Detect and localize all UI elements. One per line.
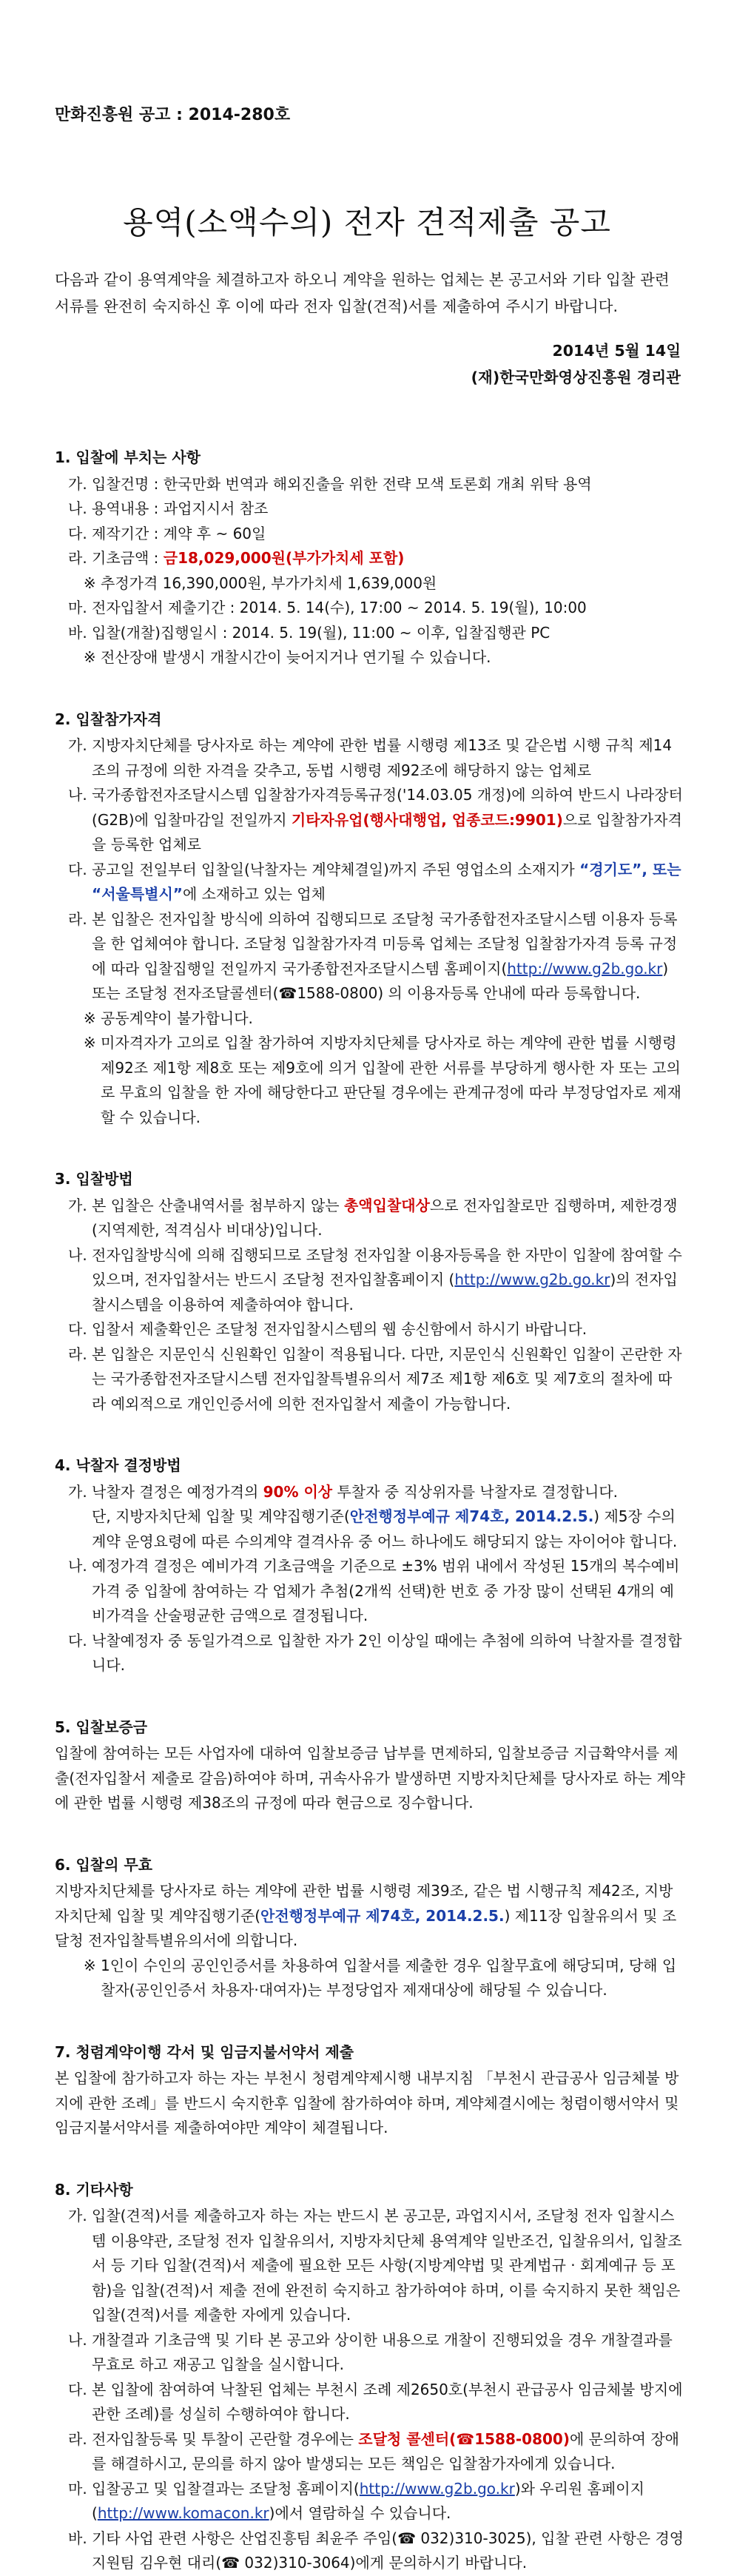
section-4 xyxy=(55,1453,685,1678)
section-5-text: 입찰에 참여하는 모든 사업자에 대하여 입찰보증금 납부를 면제하되, 입찰보증금 지급확약서를 제출(전자입찰서 제출로 갈음)하여야 하며, 귀속사유가 발생하면 지방자치단체를 당사자로 하는 계약에 관한 법률 시행령 제38조의 규정에 따라 현금으로 징수합니다. xyxy=(55,1744,685,1812)
note-text: 미자격자가 고의로 입찰 참가하여 지방자치단체를 당사자로 하는 계약에 관한 법률 시행령 제92조 제1항 제8호 또는 제9호에 의거 입찰에 관한 서류를 부당하게 행사한 자 또는 고의로 무효의 입찰을 한 자에 해당한다고 판단될 경우에는 관계규정에 따라 부정당업자로 제재할 수 있습니다. xyxy=(101,1034,681,1126)
s8-item-d xyxy=(55,2427,685,2477)
section-6-title: 6. 입찰의 무효 xyxy=(55,1855,153,1874)
s4-item-b xyxy=(55,1554,685,1629)
item-text: 입찰서 제출확인은 조달청 전자입찰시스템의 웹 송신함에서 하시기 바랍니다. xyxy=(92,1320,587,1338)
item-text: 개찰결과 기초금액 및 기타 본 공고와 상이한 내용으로 개찰이 진행되었을 경우 개찰결과를 무효로 하고 재공고 입찰을 실시합니다. xyxy=(92,2330,673,2373)
item-text: 본 입찰은 지문인식 신원확인 입찰이 적용됩니다. 다만, 지문인식 신원확인 입찰이 곤란한 자는 국가종합전자조달시스템 전자입찰특별유의서 제7조 제1항 제6호 및 제7호의 절차에 따라 예외적으로 개인인증서에 의한 전자입찰서 제출이 가능합니다. xyxy=(92,1345,682,1413)
section-2-title: 2. 입찰참가자격 xyxy=(55,710,162,728)
item-label: 라. xyxy=(68,549,92,567)
item-text: 본 입찰은 산출내역서를 첨부하지 않는 xyxy=(92,1196,344,1214)
notice-body xyxy=(55,445,685,2576)
item-text: 입찰건명 : 한국만화 번역과 해외진출을 위한 전략 모색 토론회 개최 위탁 용역 xyxy=(92,474,592,493)
item-label: 마. xyxy=(68,599,92,616)
s3-item-b xyxy=(55,1243,685,1318)
item-text: )와 우리원 홈페이지( xyxy=(92,2479,644,2522)
item-text: 기타 사업 관련 사항은 산업진흥팀 최윤주 주임(☎ 032)310-3025), 입찰 관련 사항은 경영지원팀 김우현 대리(☎ 032)310-3064)에게 문의하시기 바랍니다. xyxy=(92,2529,684,2572)
g2b-link[interactable]: http://www.g2b.go.kr xyxy=(507,959,663,978)
s1-item-c xyxy=(55,522,685,547)
business-category: 기타자유업(행사대행업, 업종코드:9901) xyxy=(291,810,563,829)
item-text: 지방자치단체를 당사자로 하는 계약에 관한 법률 시행령 제13조 및 같은법 시행 규칙 제14조의 규정에 의한 자격을 갖추고, 동법 시행령 제92조에 해당하지 않는 업체로 xyxy=(92,736,673,779)
page-title: 용역(소액수의) 전자 견적제출 공고 xyxy=(123,204,611,241)
bid-type: 총액입찰대상 xyxy=(343,1196,430,1214)
item-label: 나. xyxy=(68,1557,92,1575)
item-label: 다. xyxy=(68,1631,92,1649)
item-text: 용역내용 : 과업지시서 참조 xyxy=(92,500,269,517)
item-text: 전자입찰서 제출기간 : 2014. 5. 14(수), 17:00 ~ 2014. 5. 19(월), 10:00 xyxy=(92,599,587,616)
item-text: ) 또는 조달청 전자조달콜센터(☎1588-0800) 의 이용자등록 안내에 따라 등록합니다. xyxy=(92,959,669,1002)
s6-note-1 xyxy=(55,1954,685,2003)
issue-block xyxy=(471,337,681,391)
note-text: 공동계약이 불가합니다. xyxy=(101,1009,253,1027)
item-text: 지방자치단체를 당사자로 하는 계약에 관한 법률 시행령 제39조, 같은 법 시행규칙 제42조, 지방자치단체 입찰 및 계약집행기준( xyxy=(55,1882,673,1925)
section-6-text xyxy=(55,1879,685,1954)
item-text: 공고일 전일부터 입찰일(낙찰자는 계약체결일)까지 주된 영업소의 소재지가 xyxy=(92,860,580,878)
s1-item-e xyxy=(55,596,685,621)
section-2 xyxy=(55,707,685,1131)
note-mark: ※ xyxy=(83,574,101,592)
section-7-title: 7. 청렴계약이행 각서 및 임금지불서약서 제출 xyxy=(55,2042,354,2061)
item-text: ) 제11장 입찰유의서 및 조달청 전자입찰특별유의서에 의합니다. xyxy=(55,1906,677,1949)
threshold-percent: 90% 이상 xyxy=(263,1482,333,1501)
item-text: 입찰(견적)서를 제출하고자 하는 자는 반드시 본 공고문, 과업지시서, 조달청 전자 입찰시스템 이용약관, 조달청 전자 입찰유의서, 지방자치단체 용역계약 일반조건, 입찰유의서, 입찰조서 등 기타 입찰(견적)서 제출에 필요한 모든 사항(지방계약법 및 관계법규 · 회계예규 등 포함)을 입찰(견적)서 제출 전에 완전히 숙지하고 참가하여야 하며, 이를 숙지하지 못한 책임은 입찰(견적)서를 제출한 자에게 있습니다. xyxy=(92,2207,682,2324)
issuer-name: (재)한국만화영상진흥원 경리관 xyxy=(471,369,681,386)
item-label: 가. xyxy=(68,1482,92,1501)
item-text: 입찰공고 및 입찰결과는 조달청 홈페이지( xyxy=(92,2479,360,2498)
note-mark: ※ xyxy=(83,648,101,666)
item-text: 본 입찰에 참여하여 낙찰된 업체는 부천시 조례 제2650호(부천시 관급공사 임금체불 방지에 관한 조례)를 성실히 수행하여야 합니다. xyxy=(92,2380,683,2423)
item-text: 투찰자 중 직상위자를 낙찰자로 결정합니다. xyxy=(332,1482,619,1501)
section-7 xyxy=(55,2040,685,2141)
regulation-ref: 안전행정부예규 제74호, 2014.2.5. xyxy=(260,1906,505,1925)
note-mark: ※ xyxy=(83,1009,101,1027)
item-label: 가. xyxy=(68,1196,92,1214)
s4-item-c xyxy=(55,1629,685,1678)
item-text: 에 소재하고 있는 업체 xyxy=(182,885,326,903)
g2b-link[interactable]: http://www.g2b.go.kr xyxy=(454,1271,610,1288)
item-text: 국가종합전자조달시스템 입찰참가자격등록규정('14.03.05 개정)에 의하여 반드시 나라장터(G2B)에 입찰마감일 전일까지 xyxy=(92,786,683,829)
item-text: 제작기간 : 계약 후 ~ 60일 xyxy=(92,524,266,542)
note-text: 1인이 수인의 공인인증서를 차용하여 입찰서를 제출한 경우 입찰무효에 해당되며, 당해 입찰자(공인인증서 차용자·대여자)는 부정당업자 제재대상에 해당될 수 있습니다. xyxy=(101,1956,677,1999)
intro-paragraph: 다음과 같이 용역계약을 체결하고자 하오니 계약을 원하는 업체는 본 공고서와 기타 입찰 관련서류를 완전히 숙지하신 후 이에 따라 전자 입찰(견적)서를 제출하여 주시기 바랍니다. xyxy=(55,271,670,315)
item-text: 에 문의하여 장애를 해결하시고, 문의를 하지 않아 발생되는 모든 책임은 입찰참가자에게 있습니다. xyxy=(92,2429,679,2472)
s2-item-a xyxy=(55,733,685,783)
item-label: 가. xyxy=(68,736,92,754)
callcenter-contact: 조달청 콜센터(☎1588-0800) xyxy=(358,2429,570,2448)
s8-item-c xyxy=(55,2378,685,2427)
item-text: 낙찰자 결정은 예정가격의 xyxy=(92,1482,263,1501)
item-label: 다. xyxy=(68,860,92,878)
s1-item-a xyxy=(55,472,685,497)
g2b-link[interactable]: http://www.g2b.go.kr xyxy=(359,2479,515,2498)
note-mark: ※ xyxy=(83,1956,101,1974)
item-label: 다. xyxy=(68,524,92,542)
item-label: 라. xyxy=(68,2429,92,2448)
s1-item-f xyxy=(55,621,685,646)
item-label: 나. xyxy=(68,786,92,804)
section-7-text: 본 입찰에 참가하고자 하는 자는 부천시 청렴계약제시행 내부지침 「부천시 관급공사 임금체불 방지에 관한 조례」를 반드시 숙지한후 입찰에 참가하여야 하며, 계약체결시에는 청렴이행서약서 및 임금지불서약서를 제출하여야만 계약이 체결됩니다. xyxy=(55,2069,679,2136)
item-label: 다. xyxy=(68,2380,92,2398)
item-text: 전자입찰방식에 의해 집행되므로 조달청 전자입찰 이용자등록을 한 자만이 입찰에 참여할 수 있으며, 전자입찰서는 반드시 조달청 전자입찰홈페이지 ( xyxy=(92,1245,682,1288)
item-label: 다. xyxy=(68,1320,92,1338)
item-text: ) 제5장 수의계약 운영요령에 따른 수의계약 결격사유 중 어느 하나에도 해당되지 않는 자이어야 합니다. xyxy=(92,1507,678,1550)
section-1-title: 1. 입찰에 부치는 사항 xyxy=(55,448,201,466)
item-text: 기초금액 : xyxy=(92,549,164,567)
s1-item-d xyxy=(55,546,685,571)
regulation-ref: 안전행정부예규 제74호, 2014.2.5. xyxy=(349,1507,594,1525)
section-4-title: 4. 낙찰자 결정방법 xyxy=(55,1456,181,1474)
issue-date: 2014년 5월 14일 xyxy=(552,342,681,360)
item-label: 나. xyxy=(68,2330,92,2349)
item-label: 가. xyxy=(68,474,92,493)
section-1 xyxy=(55,445,685,670)
section-8 xyxy=(55,2178,685,2576)
item-text: 으로 전자입찰로만 집행하며, 제한경쟁(지역제한, 적격심사 비대상)입니다. xyxy=(92,1196,678,1239)
s2-item-d xyxy=(55,907,685,1006)
item-text: 입찰(개찰)집행일시 : 2014. 5. 19(월), 11:00 ~ 이후, 입찰집행관 PC xyxy=(92,623,550,642)
s2-item-b xyxy=(55,783,685,858)
s8-item-e xyxy=(55,2477,685,2526)
item-label: 마. xyxy=(68,2479,92,2498)
item-text: 낙찰예정자 중 동일가격으로 입찰한 자가 2인 이상일 때에는 추첨에 의하여 낙찰자를 결정합니다. xyxy=(92,1631,682,1674)
item-label: 바. xyxy=(68,2529,92,2547)
section-5-title: 5. 입찰보증금 xyxy=(55,1718,148,1736)
s8-item-f xyxy=(55,2526,685,2576)
item-text: )의 전자입찰시스템을 이용하여 제출하여야 합니다. xyxy=(92,1271,678,1314)
section-5 xyxy=(55,1715,685,1816)
section-3-title: 3. 입찰방법 xyxy=(55,1170,133,1188)
note-text: 전산장애 발생시 개찰시간이 늦어지거나 연기될 수 있습니다. xyxy=(101,648,491,666)
item-label: 가. xyxy=(68,2207,92,2224)
s2-item-c xyxy=(55,858,685,907)
item-label: 나. xyxy=(68,1245,92,1264)
s3-item-a xyxy=(55,1194,685,1243)
item-label: 나. xyxy=(68,500,92,517)
s2-note-2 xyxy=(55,1031,685,1130)
item-text: 예정가격 결정은 예비가격 기초금액을 기준으로 ±3% 범위 내에서 작성된 15개의 복수예비가격 중 입찰에 참여하는 각 업체가 추첨(2개씩 선택)한 번호 중 가장 많이 선택된 4개의 예비가격을 산술평균한 금액으로 결정됩니다. xyxy=(92,1557,680,1624)
section-3 xyxy=(55,1167,685,1416)
note-text: 추정가격 16,390,000원, 부가가치세 1,639,000원 xyxy=(101,574,437,592)
item-label: 라. xyxy=(68,1345,92,1363)
notice-number: 만화진흥원 공고 : 2014-280호 xyxy=(55,106,291,124)
note-mark: ※ xyxy=(83,1034,101,1052)
section-8-title: 8. 기타사항 xyxy=(55,2180,133,2199)
s8-item-b xyxy=(55,2328,685,2378)
section-6 xyxy=(55,1853,685,2003)
item-text: )에서 열람하실 수 있습니다. xyxy=(269,2504,451,2522)
item-text: 단, 지방자치단체 입찰 및 계약집행기준( xyxy=(92,1507,350,1525)
item-text: 본 입찰은 전자입찰 방식에 의하여 집행되므로 조달청 국가종합전자조달시스템 이용자 등록을 한 업체여야 합니다. 조달청 입찰참가자격 미등록 업체는 조달청 입찰참가자격 등록 규정에 따라 입찰집행일 전일까지 국가종합전자조달시스템 홈페이지( xyxy=(92,909,678,978)
s8-item-a xyxy=(55,2204,685,2328)
item-text: 으로 입찰참가자격을 등록한 업체로 xyxy=(92,810,682,853)
s3-item-c xyxy=(55,1317,685,1342)
s4-item-a xyxy=(55,1480,685,1555)
s1-item-b xyxy=(55,497,685,522)
komacon-link[interactable]: http://www.komacon.kr xyxy=(97,2504,269,2522)
item-text: 전자입찰등록 및 투찰이 곤란할 경우에는 xyxy=(92,2429,359,2448)
item-label: 라. xyxy=(68,909,92,928)
s3-item-d xyxy=(55,1342,685,1417)
s1-note-f xyxy=(55,645,685,670)
item-label: 바. xyxy=(68,623,92,642)
s2-note-1 xyxy=(55,1006,685,1032)
region-restriction: “경기도”, 또는 “서울특별시” xyxy=(92,860,681,903)
base-amount: 금18,029,000원(부가가치세 포함) xyxy=(163,549,405,567)
s1-note-d xyxy=(55,571,685,596)
